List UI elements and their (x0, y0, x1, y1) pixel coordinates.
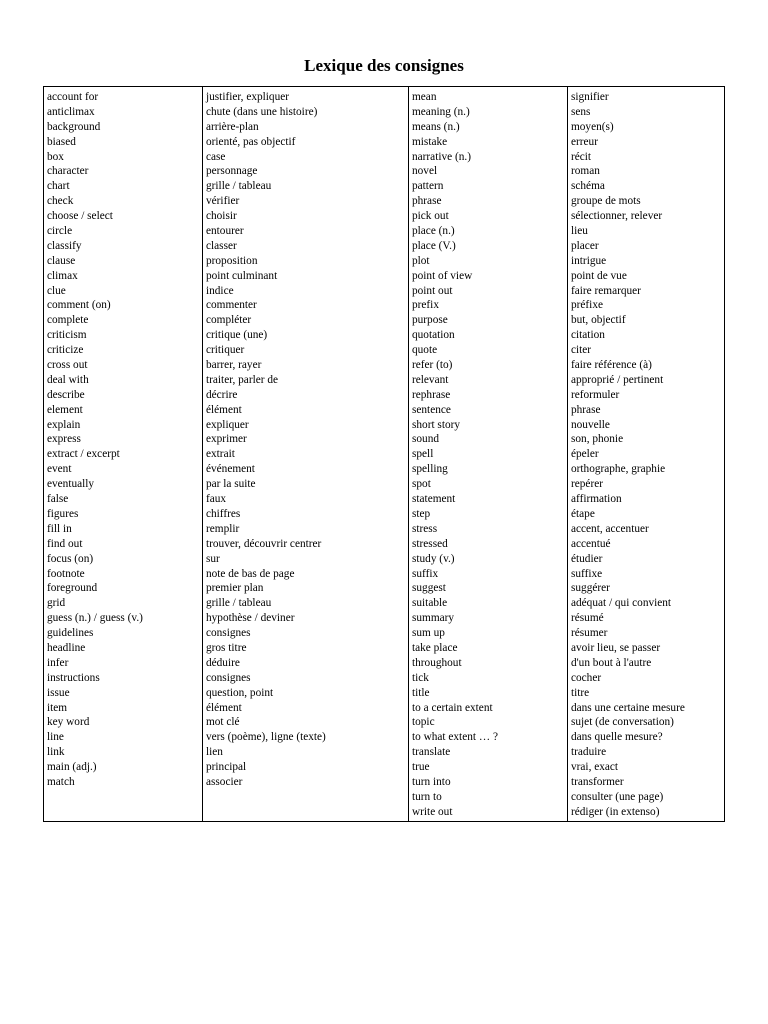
lexicon-entry: place (V.) (412, 239, 456, 252)
lexicon-entry: rédiger (in extenso) (571, 805, 660, 818)
lexicon-entry: consignes (206, 627, 251, 640)
lexicon-entry: traduire (571, 746, 607, 759)
lexicon-entry: groupe de mots (571, 195, 641, 208)
lexicon-entry: issue (47, 686, 70, 699)
lexicon-entry: mot clé (206, 716, 240, 729)
lexicon-entry: criticize (47, 344, 84, 357)
lexicon-entry: proposition (206, 254, 258, 267)
lexicon-entry: chute (dans une histoire) (206, 105, 318, 118)
lexicon-entry: sujet (de conversation) (571, 716, 674, 729)
lexicon-table (43, 86, 725, 822)
lexicon-entry: dans quelle mesure? (571, 731, 663, 744)
lexicon-entry: vers (poème), ligne (texte) (206, 731, 326, 744)
lexicon-entry: topic (412, 716, 435, 729)
page-title: Lexique des consignes (304, 56, 464, 76)
lexicon-entry: commenter (206, 299, 257, 312)
lexicon-entry: circle (47, 225, 73, 238)
lexicon-entry: remplir (206, 522, 240, 535)
lexicon-entry: lien (206, 746, 223, 759)
lexicon-entry: moyen(s) (571, 120, 614, 133)
lexicon-entry: d'un bout à l'autre (571, 656, 652, 669)
lexicon-entry: par la suite (206, 478, 256, 491)
lexicon-entry: study (v.) (412, 552, 455, 565)
lexicon-entry: choisir (206, 210, 237, 223)
lexicon-entry: signifier (571, 91, 609, 103)
lexicon-entry: stressed (412, 537, 448, 550)
lexicon-entry: résumer (571, 627, 608, 640)
lexicon-entry: critique (une) (206, 329, 268, 342)
lexicon-entry: turn into (412, 775, 451, 788)
lexicon-entry: point out (412, 284, 453, 297)
lexicon-entry: compléter (206, 314, 252, 327)
lexicon-entry: guess (n.) / guess (v.) (47, 612, 143, 625)
lexicon-entry: citer (571, 344, 592, 357)
lexicon-entry: faire remarquer (571, 284, 641, 297)
lexicon-entry: reformuler (571, 388, 620, 401)
lexicon-entry: character (47, 165, 89, 178)
lexicon-entry: spelling (412, 463, 448, 476)
lexicon-entry: transformer (571, 775, 624, 788)
lexicon-entry: trouver, découvrir centrer (206, 537, 322, 550)
lexicon-entry: erreur (571, 135, 598, 148)
lexicon-entry: exprimer (206, 433, 247, 446)
lexicon-entry: explain (47, 418, 81, 431)
lexicon-entry: chiffres (206, 507, 241, 520)
lexicon-entry: focus (on) (47, 552, 94, 565)
lexicon-entry: describe (47, 388, 85, 401)
lexicon-entry: write out (412, 805, 453, 818)
lexicon-entry: traiter, parler de (206, 373, 278, 386)
lexicon-entry: pattern (412, 180, 444, 193)
lexicon-entry: place (n.) (412, 225, 455, 238)
lexicon-entry: guidelines (47, 627, 94, 640)
lexicon-entry: entourer (206, 225, 244, 238)
lexicon-entry: box (47, 150, 64, 163)
lexicon-entry: case (206, 150, 226, 163)
lexicon-entry: sentence (412, 403, 451, 416)
lexicon-entry: classer (206, 239, 237, 252)
lexicon-entry: roman (571, 165, 600, 178)
lexicon-entry: quote (412, 344, 438, 357)
lexicon-entry: associer (206, 775, 243, 788)
lexicon-entry: étape (571, 507, 595, 520)
lexicon-entry: true (412, 761, 430, 774)
column-english-b (408, 87, 567, 821)
lexicon-entry: fill in (47, 522, 72, 535)
lexicon-entry: express (47, 433, 81, 446)
lexicon-entry: headline (47, 641, 86, 654)
lexicon-entry: anticlimax (47, 105, 95, 118)
lexicon-entry: infer (47, 656, 69, 669)
lexicon-entry: approprié / pertinent (571, 373, 664, 386)
lexicon-entry: clue (47, 284, 66, 297)
lexicon-entry: means (n.) (412, 120, 460, 133)
lexicon-entry: point de vue (571, 269, 627, 282)
lexicon-entry: throughout (412, 656, 462, 669)
lexicon-entry: faux (206, 493, 227, 506)
lexicon-entry: short story (412, 418, 461, 431)
lexicon-entry: deal with (47, 373, 89, 386)
lexicon-entry: title (412, 686, 430, 699)
lexicon-entry: faire référence (à) (571, 359, 652, 372)
lexicon-entry: biased (47, 135, 76, 148)
lexicon-entry: but, objectif (571, 314, 626, 327)
lexicon-entry: suggérer (571, 582, 610, 595)
lexicon-entry: mean (412, 91, 437, 103)
lexicon-entry: vrai, exact (571, 761, 619, 774)
lexicon-entry: main (adj.) (47, 761, 97, 774)
lexicon-entry: gros titre (206, 641, 247, 654)
lexicon-entry: quotation (412, 329, 455, 342)
lexicon-entry: hypothèse / deviner (206, 612, 295, 625)
column-french-a (202, 87, 408, 821)
column-french-b (567, 87, 724, 821)
lexicon-entry: complete (47, 314, 89, 327)
lexicon-entry: lieu (571, 225, 588, 238)
lexicon-entry: grille / tableau (206, 180, 272, 193)
lexicon-entry: line (47, 731, 64, 744)
lexicon-entry: grille / tableau (206, 597, 272, 610)
lexicon-entry: sélectionner, relever (571, 210, 663, 223)
column-english-a (44, 87, 202, 821)
lexicon-entry: summary (412, 612, 455, 625)
lexicon-entry: accentué (571, 537, 611, 550)
lexicon-entry: pick out (412, 210, 449, 223)
lexicon-entry: résumé (571, 612, 604, 625)
lexicon-entry: épeler (571, 448, 599, 461)
lexicon-entry: consignes (206, 671, 251, 684)
lexicon-entry: foreground (47, 582, 98, 595)
lexicon-entry: vérifier (206, 195, 240, 208)
lexicon-entry: take place (412, 641, 458, 654)
lexicon-entry: étudier (571, 552, 603, 565)
lexicon-entry: refer (to) (412, 359, 453, 372)
lexicon-entry: cocher (571, 671, 602, 684)
lexicon-entry: footnote (47, 567, 85, 580)
lexicon-entry: check (47, 195, 74, 208)
lexicon-entry: accent, accentuer (571, 522, 649, 535)
lexicon-entry: item (47, 701, 68, 714)
lexicon-entry: affirmation (571, 493, 622, 506)
lexicon-entry: premier plan (206, 582, 264, 595)
lexicon-entry: question, point (206, 686, 274, 699)
lexicon-entry: extrait (206, 448, 235, 461)
lexicon-entry: element (47, 403, 83, 416)
lexicon-entry: nouvelle (571, 418, 610, 431)
lexicon-entry: déduire (206, 656, 240, 669)
lexicon-entry: extract / excerpt (47, 448, 120, 461)
lexicon-entry: purpose (412, 314, 448, 327)
lexicon-entry: suffix (412, 567, 439, 580)
lexicon-entry: titre (571, 686, 590, 699)
lexicon-entry: spell (412, 448, 434, 461)
lexicon-entry: orienté, pas objectif (206, 135, 296, 148)
lexicon-entry: décrire (206, 388, 238, 401)
lexicon-entry: eventually (47, 478, 95, 491)
lexicon-entry: phrase (571, 403, 601, 416)
lexicon-entry: suffixe (571, 567, 603, 580)
lexicon-entry: suitable (412, 597, 448, 610)
lexicon-entry: narrative (n.) (412, 150, 471, 163)
lexicon-entry: sound (412, 433, 439, 446)
lexicon-entry: citation (571, 329, 605, 342)
lexicon-entry: personnage (206, 165, 258, 178)
lexicon-entry: sum up (412, 627, 445, 640)
lexicon-entry: arrière-plan (206, 120, 259, 133)
lexicon-entry: élément (206, 701, 242, 714)
lexicon-entry: cross out (47, 359, 88, 372)
lexicon-entry: to what extent … ? (412, 731, 498, 744)
lexicon-entry: tick (412, 671, 429, 684)
lexicon-entry: key word (47, 716, 90, 729)
lexicon-entry: choose / select (47, 210, 113, 223)
lexicon-entry: relevant (412, 373, 449, 386)
lexicon-entry: spot (412, 478, 431, 491)
lexicon-entry: mistake (412, 135, 448, 148)
lexicon-entry: orthographe, graphie (571, 463, 666, 476)
lexicon-entry: indice (206, 284, 234, 297)
lexicon-entry: justifier, expliquer (206, 91, 289, 103)
lexicon-entry: point of view (412, 269, 473, 282)
lexicon-entry: translate (412, 746, 451, 759)
lexicon-entry: grid (47, 597, 66, 610)
lexicon-entry: stress (412, 522, 438, 535)
lexicon-entry: note de bas de page (206, 567, 295, 580)
lexicon-entry: élément (206, 403, 242, 416)
lexicon-entry: sur (206, 552, 220, 565)
lexicon-entry: match (47, 775, 75, 788)
lexicon-entry: sens (571, 105, 591, 118)
lexicon-entry: critiquer (206, 344, 245, 357)
lexicon-entry: principal (206, 761, 247, 774)
lexicon-entry: rephrase (412, 388, 451, 401)
lexicon-entry: account for (47, 91, 99, 103)
lexicon-entry: chart (47, 180, 70, 193)
lexicon-entry: barrer, rayer (206, 359, 262, 372)
lexicon-entry: préfixe (571, 299, 603, 312)
lexicon-entry: novel (412, 165, 438, 178)
lexicon-entry: meaning (n.) (412, 105, 470, 118)
lexicon-entry: link (47, 746, 65, 759)
lexicon-entry: plot (412, 254, 430, 267)
lexicon-entry: expliquer (206, 418, 249, 431)
lexicon-entry: instructions (47, 671, 100, 684)
lexicon-entry: clause (47, 254, 76, 267)
lexicon-entry: récit (571, 150, 592, 163)
lexicon-entry: point culminant (206, 269, 278, 282)
lexicon-entry: background (47, 120, 101, 133)
lexicon-entry: climax (47, 269, 78, 282)
lexicon-entry: turn to (412, 790, 442, 803)
lexicon-entry: avoir lieu, se passer (571, 641, 661, 654)
lexicon-entry: adéquat / qui convient (571, 597, 672, 610)
lexicon-entry: find out (47, 537, 83, 550)
lexicon-entry: placer (571, 239, 599, 252)
lexicon-entry: dans une certaine mesure (571, 701, 685, 714)
lexicon-entry: statement (412, 493, 456, 506)
lexicon-entry: événement (206, 463, 255, 476)
lexicon-entry: prefix (412, 299, 439, 312)
lexicon-entry: event (47, 463, 72, 476)
lexicon-entry: consulter (une page) (571, 790, 664, 803)
lexicon-entry: to a certain extent (412, 701, 493, 714)
lexicon-entry: comment (on) (47, 299, 111, 312)
lexicon-entry: classify (47, 239, 82, 252)
lexicon-entry: figures (47, 507, 79, 520)
lexicon-entry: intrigue (571, 254, 607, 267)
lexicon-entry: phrase (412, 195, 442, 208)
lexicon-entry: schéma (571, 180, 605, 193)
lexicon-entry: criticism (47, 329, 87, 342)
lexicon-entry: false (47, 493, 69, 506)
lexicon-entry: step (412, 507, 431, 520)
lexicon-entry: son, phonie (571, 433, 624, 446)
lexicon-entry: repérer (571, 478, 603, 491)
lexicon-entry: suggest (412, 582, 446, 595)
